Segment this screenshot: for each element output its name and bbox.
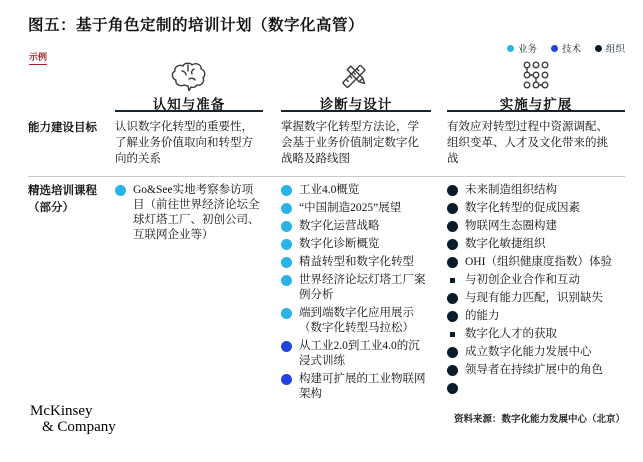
brain-icon [115,58,263,92]
course-item [281,237,431,252]
bullet-dot [447,293,458,304]
course-text: 构建可扩展的工业物联网架构 [299,373,426,400]
course-item [281,372,431,402]
course-text: 与初创企业合作和互动 [465,274,580,286]
legend-dot [551,45,558,52]
phase-name: 认知与准备 [152,97,226,112]
legend-item [595,41,625,55]
legend-item [551,41,581,55]
ruler-pencil-icon [281,58,431,92]
bullet-dot [281,185,292,196]
course-subitem [447,327,625,342]
course-list-phase1 [115,183,263,246]
course-list-phase3 [447,183,625,396]
bullet-dot [281,374,292,385]
bullet-dot [447,221,458,232]
phase-name: 实施与扩展 [499,97,573,112]
course-text: 的能力 [465,310,500,322]
course-item [115,183,263,243]
logo-line2: & Company [42,419,116,435]
legend-dot [507,45,514,52]
source-note: 资料来源：数字化能力发展中心（北京） [453,415,625,425]
goal-text-1: 认识数字化转型的重要性，了解业务价值取向和转型方向的关系 [115,121,253,165]
row-divider [28,176,625,177]
course-list-phase2 [281,183,431,405]
course-text: 世界经济论坛灯塔工厂案例分析 [299,274,426,301]
course-text: 与现有能力匹配，识别缺失 [465,292,603,304]
legend [507,41,625,55]
bullet-dot [281,257,292,268]
phase-name: 诊断与设计 [319,97,393,112]
course-item [447,219,625,234]
course-text: 端到端数字化应用展示（数字化转型马拉松） [299,307,414,334]
course-item [281,255,431,270]
example-label: 示例 [29,50,47,65]
bullet-dot [281,275,292,286]
bullet-dot [447,383,458,394]
bullet-dot [447,311,458,322]
course-text: 数字化人才的获取 [465,328,557,340]
course-item [281,201,431,216]
course-item [447,363,625,378]
course-text: Go&See实地考察参访项目（前往世界经济论坛全球灯塔工厂、初创公司、互联网企业等） [133,184,260,241]
bullet-dot [447,257,458,268]
bullet-dot [281,341,292,352]
course-item [281,273,431,303]
mckinsey-logo [30,403,116,435]
course-item [281,183,431,198]
course-text: 成立数字化能力发展中心 [465,346,592,358]
course-text: 数字化诊断概览 [299,238,380,250]
goals-row-label: 能力建设目标 [28,122,97,134]
bullet-square [450,278,455,283]
course-subitem [447,273,625,288]
bullet-dot [281,221,292,232]
bullet-dot [447,239,458,250]
bullet-dot [447,365,458,376]
course-text: 从工业2.0到工业4.0的沉浸式训练 [299,340,420,367]
org-network-icon [447,58,625,92]
course-text: 未来制造组织结构 [465,184,557,196]
course-text: 精益转型和数字化转型 [299,256,414,268]
bullet-dot [447,203,458,214]
phase-header-2 [281,58,431,112]
course-text: 数字化敏捷组织 [465,238,546,250]
bullet-dot [281,239,292,250]
bullet-dot [281,203,292,214]
course-item [447,345,625,360]
course-text: 数字化转型的促成因素 [465,202,580,214]
legend-label: 组织 [605,45,625,55]
course-text: 领导者在持续扩展中的角色 [465,364,603,376]
course-item [447,237,625,252]
course-text: 物联网生态圈构建 [465,220,557,232]
course-text: 工业4.0概览 [299,184,360,196]
page-title: 图五：基于角色定制的培训计划（数字化高管） [28,17,365,34]
logo-line1: McKinsey [30,403,93,419]
course-text: 数字化运营战略 [299,220,380,232]
legend-label: 技术 [561,45,581,55]
goal-text-2: 掌握数字化转型方法论，学会基于业务价值制定数字化战略及路线图 [281,121,419,165]
goal-text-3: 有效应对转型过程中资源调配、组织变革、人才及文化带来的挑战 [447,121,608,165]
course-item [447,183,625,198]
course-text: “中国制造2025”展望 [299,202,402,214]
bullet-square [450,332,455,337]
course-item [281,339,431,369]
course-item [447,291,625,306]
courses-row-label: 精选培训课程（部分） [28,185,97,214]
bullet-dot [115,185,126,196]
course-text: OHI（组织健康度指数）体验 [465,256,612,268]
bullet-dot [447,347,458,358]
legend-label: 业务 [517,45,537,55]
legend-dot [595,45,602,52]
phase-header-3 [447,58,625,112]
legend-item [507,41,537,55]
phase-header-1 [115,58,263,112]
course-item [447,309,625,324]
bullet-dot [281,308,292,319]
course-item [281,219,431,234]
course-item [447,255,625,270]
course-item [447,201,625,216]
course-item [447,381,625,393]
course-item [281,306,431,336]
bullet-dot [447,185,458,196]
